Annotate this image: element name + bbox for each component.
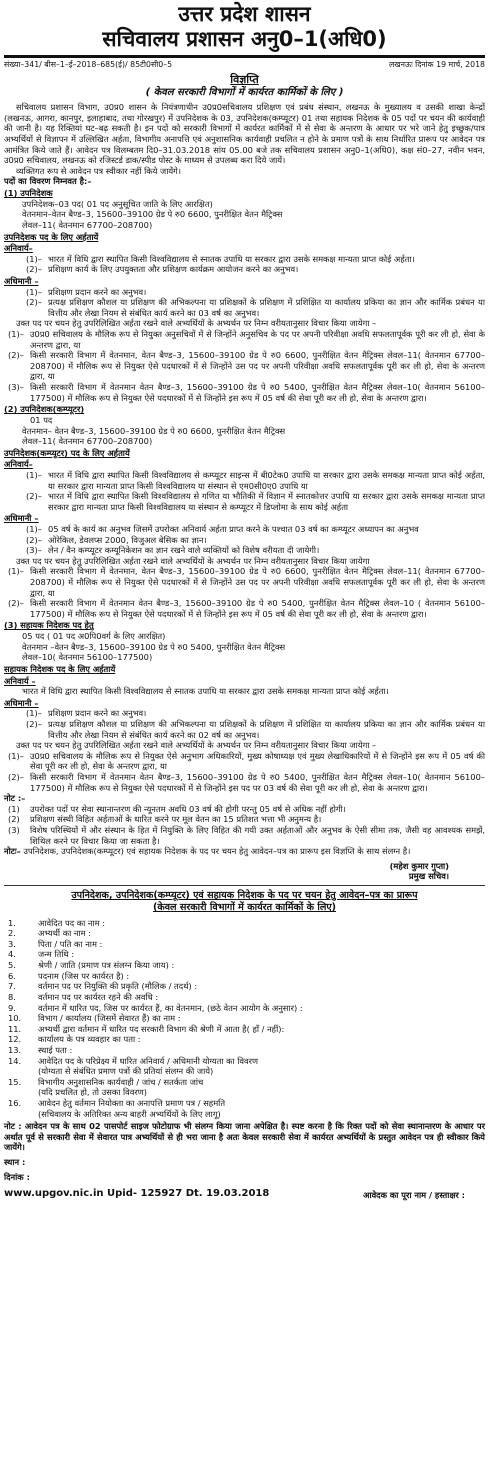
- govt-name: उत्तर प्रदेश शासन: [178, 2, 311, 26]
- letterhead: [4, 0, 485, 52]
- post3-heading: (3) सहायक निदेशक पद हेतु: [4, 620, 94, 631]
- notice-title: विज्ञप्ति: [230, 73, 259, 87]
- form-field: 10. विभाग / कार्यालय (जिसमें सेवारत हैं) का नाम :: [8, 1013, 181, 1024]
- form-field: 12. कार्यालय के पत्र व्यवहार का पता :: [8, 1034, 141, 1045]
- post-deputy-director-computer: [4, 404, 485, 619]
- form-field: 16. आवेदन हेतु वर्तमान नियोक्ता का अनापत्ति प्रमाण पत्र / सहमति: [8, 1097, 226, 1108]
- post2-selection: उक्त पद पर चयन हेतु उपरिलिखित अर्हता रखने वाले अभ्यर्थियों के अभ्यर्थन पर निम्न वरीयतानुसार विचार किया जायेगा: [16, 555, 370, 566]
- post1-sel-3: (3)– किसी सरकारी विभाग में वेतनमान वेतन बैण्ड–3, 15600–39100 ग्रेड पे रु0 5400, पुनरीक्षित वेतन मैट्रिक्स लेवल–10( वेतनमान 56100–177500) में मौलिक रूप से नियुक्त ऐसे पदधारकों में से जिन्होंने इस रूप में 05 वर्ष की सेवा पूरी कर ली हो, सेवा के अन्तरण द्वारा।: [8, 382, 485, 403]
- post1-req-heading: अनिवार्य–: [4, 243, 33, 254]
- post2-count: 01 पद: [30, 414, 53, 425]
- form-field-note: (योग्यता से संबंधित प्रमाण पत्रों की प्रतियां संलग्न की जाये): [38, 1066, 214, 1077]
- form-subtitle: (केवल सरकारी विभागों में कार्यरत कार्मिकों के लिए): [152, 902, 337, 914]
- post1-qual-heading: उपनिदेशक पद के लिए अर्हतायें: [4, 231, 99, 242]
- form-date: दिनांक :: [4, 1171, 30, 1182]
- note-final: नोटः– उपनिदेशक, उपनिदेशक(कम्प्यूटर) एवं सहायक निदेशक के पद पर चयन हेतु आवेदन–पत्र का प्रारूप इस विज्ञप्ति के साथ संलग्न है।: [4, 846, 411, 857]
- signature-block: [4, 861, 485, 882]
- post2-sel-1: (1)– किसी सरकारी विभाग में वेतनमान, वेतन बैण्ड–3, 15600–39100 ग्रेड पे रु0 6600, पुनरीक्षित वेतन मैट्रिक्स लेवल–11( वेतनमान 67700–208700) में मौलिक रूप से नियुक्त ऐसे पदधारकों में से जिन्होंने उस पद पर अपनी परिवीक्षा अवधि सफलतापूर्वक पूरी कर ली हो, सेवा के अन्तरण द्वारा, या: [8, 566, 485, 598]
- post1-sel-2: (2)– किसी सरकारी विभाग में वेतनमान, वेतन बैण्ड–3, 15600–39100 ग्रेड पे रु0 6600, पुनरीक्षित वेतन मैट्रिक्स लेवल–11( वेतनमान 67700–208700) में मौलिक रूप से नियुक्त ऐसे पदधारकों में से जिन्होंने उस पद पर अपनी परिवीक्षा अवधि सफलतापूर्वक पूरी कर ली हो, सेवा के अन्तरण द्वारा, या: [8, 350, 485, 382]
- post2-level: लेवल–11( वेतनमान 67700–208700): [22, 436, 153, 447]
- post-assistant-director: [4, 620, 485, 793]
- post3-pref-heading: अधिमानी –: [4, 697, 39, 708]
- department-name: सचिवालय प्रशासन अनु0–1(अधि0): [102, 27, 387, 52]
- post3-req-text: भारत में विधि द्वारा स्थापित किसी विश्वविद्यालय से स्नातक उपाधि या सरकार द्वारा उसके समकक्ष मान्यता प्राप्त कोई अर्हता।: [22, 686, 389, 697]
- notice-subtitle: ( केवल सरकारी विभागों में कार्यरत कार्मिकों के लिए ): [145, 87, 344, 99]
- reference-row: [4, 60, 485, 70]
- form-field: 15. विभागीय अनुशासनिक कार्यवाही / जांच / सतर्कता जांच: [8, 1076, 204, 1087]
- form-footnote: नोट : आवेदन पत्र के साथ 02 पासपोर्ट साइज फोटोग्राफ भी संलग्न किया जाना अपेक्षित है। स्पष्ट करना है कि रिक्त पदों को सेवा स्थानान्तरण के आधार पर अर्थात पूर्व से सरकारी सेवा में सेवारत पात्र अभ्यर्थियों से ही भरा जाना है अतः केवल सरकारी सेवा में कार्यरत अभ्यर्थियों के प्रस्तुत आवेदन पत्र ही स्वीकार किये जायेंगे।: [4, 1121, 485, 1153]
- signatory-name: (महेश कुमार गुप्ता): [389, 860, 449, 871]
- note-3: (3) विशेष परिस्थियों में और संस्थान के हित में नियुक्ति के लिए विहित की गयी उक्त अर्हताओं और अनुभव के ऐसी सीमा तक, जैसी वह आवश्यक समझें, शिथिल करने पर विचार किया जा सकता है।: [8, 825, 485, 846]
- post1-sel-1: (1)– उ0प्र0 सचिवालय के मौलिक रूप से नियुक्त अनुसचिवों में से जिन्होंने अनुसचिव के पद पर अपनी परिवीक्षा अवधि सफलतापूर्वक पूरी कर ली हो, सेवा के अन्तरण द्वारा, या: [8, 329, 485, 350]
- form-field: 8. वर्तमान पद पर कार्यरत रहने की अवधि :: [8, 991, 159, 1002]
- form-field: 11. अभ्यर्थी द्वारा वर्तमान में धारित पद सरकारी विभाग की श्रेणी में आता है( हाँ / नहीं):: [8, 1023, 285, 1034]
- post2-qual-heading: उपनिदेशक(कम्प्यूटर) पद के लिए अर्हतायें: [4, 447, 130, 458]
- notes-section: [4, 793, 485, 857]
- posts-heading: पदों का विवरण निम्नवत है:–: [4, 176, 92, 187]
- post3-pref-2: (2)– प्रत्यक्ष प्रशिक्षण कौशल या प्रशिक्षण की अभिकल्पना या प्रशिक्षकों के प्रशिक्षण में प्रशिक्षित या कार्यालय प्रकिया का ज्ञान और कार्मिक प्रबंधन या वित्तीय और लेखा नियम से संबंधित कार्य करने का 02 वर्ष का अनुभव।: [26, 718, 485, 740]
- applicant-signature-label: आवेदक का पूरा नाम / हस्ताक्षर :: [363, 1190, 465, 1201]
- post2-pref-3: (3)– लेन / वैन कम्प्यूटर कम्यूनिकेशन का ज्ञान रखने वाले व्यक्तियों को विशेष वरीयता दी जायेगी।: [26, 545, 320, 556]
- note-2: (2) प्रशिक्षण संस्थी विहित अर्हताओं के धारित करने पर मूल वेतन का 15 प्रतिशत भत्ता भी अनुमन्य है।: [8, 814, 322, 825]
- post3-qual-heading: सहायक निदेशक पद के लिए अर्हतायें: [4, 663, 116, 674]
- form-divider: [4, 885, 485, 886]
- post1-level: लेवल–11( वेतनमान 67700–208700): [22, 219, 153, 230]
- post1-pref-2: (2)– प्रत्यक्ष प्रशिक्षण कौशल या प्रशिक्षण की अभिकल्पना या प्रशिक्षकों के प्रशिक्षण में प्रशिक्षित या कार्यालय प्रकिया का ज्ञान और कार्मिक प्रबंधन या वित्तीय और लेखा नियम से संबंधित कार्य करने का 03 वर्ष का अनुभव।: [26, 297, 485, 318]
- post2-pay: वेतनमान– वेतन बैण्ड–3, 15600–39100 ग्रेड पे रु0 6600, पुनरीक्षित वेतन मैट्रिक्स: [22, 425, 286, 436]
- note-1: (1) उपरोक्त पदों पर सेवा स्थानान्तरण की न्यूनतम अवधि 03 वर्ष की होगी परन्तु 05 वर्ष से अधिक नहीं होगी।: [8, 803, 346, 814]
- notice-intro-2: व्यक्तिगत रूप से आवेदन पत्र स्वीकार नहीं किये जायेंगे।: [16, 165, 181, 176]
- post1-req-1: (1)– भारत में विधि द्वारा स्थापित किसी विश्वविद्यालय से स्नातक उपाधि या सरकार द्वारा उसके समकक्ष मान्यता प्राप्त कोई अर्हता।: [26, 253, 415, 264]
- form-field-note: (सचिवालय के अतिरिक्त अन्य बाहरी अभ्यर्थियों के लिए लागू): [38, 1108, 221, 1119]
- post3-count: 05 पद ( 01 पद अ0पि0वर्ग के लिए आरक्षित): [22, 631, 166, 642]
- form-field: 9. वर्तमान में धारित पद, जिस पर कार्यरत हैं, का वेतनमान, (छठे वेतन आयोग के अनुसार) :: [8, 1002, 303, 1013]
- form-field: 1. आवेदित पद का नाम :: [8, 917, 106, 928]
- post2-pref-heading: अधिमानी –: [4, 513, 39, 524]
- post3-req-heading: अनिवार्य –: [4, 675, 36, 686]
- form-field: 3. पिता / पति का नाम :: [8, 938, 103, 949]
- notice-page: [4, 0, 485, 1201]
- reference-number: संख्या–341/ बीस–1–ई–2018–685(ई)/ 85टी0सी0–5: [4, 60, 173, 70]
- post2-req-heading: अनिवार्य–: [4, 459, 33, 470]
- source-url: www.upgov.nic.in Upid- 125927 Dt. 19.03.2018: [4, 1188, 270, 1200]
- post-deputy-director: [4, 188, 485, 403]
- signatory-designation: प्रमुख सचिव।: [408, 871, 449, 882]
- post1-count: उपनिदेशक–03 पद( 01 पद अनुसूचित जाति के लिए आरक्षित): [22, 198, 213, 209]
- header-rule: [4, 55, 485, 58]
- post1-pref-heading: अधिमानी –: [4, 275, 39, 286]
- post3-selection: उक्त पद पर चयन हेतु उपरिलिखित अर्हता रखने वाले अभ्यर्थियों के अभ्यर्थन पर निम्न वरीयतानुसार विचार किया जायेगा –: [16, 740, 377, 751]
- form-place: स्थान :: [4, 1157, 26, 1168]
- page-footer: [4, 1188, 485, 1201]
- post1-selection: उक्त पद पर चयन हेतु उपरिलिखित अर्हता रखने वाले अभ्यर्थियों के अभ्यर्थन पर निम्न वरीयतानुसार विचार किया जायेगा –: [16, 318, 377, 329]
- post3-pay: वेतनमान –वेतन बैण्ड–3, 15600–39100 ग्रेड पे रु0 5400, पुनरीक्षित वेतन मैट्रिक्स: [22, 641, 286, 652]
- form-field: 2. अभ्यर्थी का नाम :: [8, 928, 91, 939]
- form-field: 4. जन्म तिथि :: [8, 949, 75, 960]
- notice-intro: सचिवालय प्रशासन विभाग, उ0प्र0 शासन के नियंत्रणाधीन उ0प्र0सचिवालय प्रशिक्षण एवं प्रबंध संस्थान, लखनऊ के मुख्यालय व उसकी शाखा केन्द्रों (लखनऊ, आगरा, कानपुर, इलाहाबाद, तथा गोरखपुर) में उपनिदेशक के 03, उपनिदेशक(कम्प्यूटर) 01 तथा सहायक निदेशक के 05 पदों पर चयन की कार्यवाही की जानी है। यह रिक्तियां घट–बढ़ सकती है। इन पदों को सरकारी विभागों में कार्यरत कार्मिकों में से सेवा के अन्तरण के आधार पर भरे जाने हेतु इच्छुक/पात्र अभ्यर्थियों से विज्ञापन में उल्लिखित अर्हता, विभागीय अनापत्ति एवं अनुशासनिक कार्यवाही प्रचलित न होने के प्रमाण पत्रों के साथ निर्धारित प्रारूप पर आवेदन पत्र आमंत्रित किये जाते हैं। आवेदन पत्र विलम्बतम दि0–31.03.2018 सांय 05.00 बजे तक सचिवालय प्रशासन अनु0–1(अधि0), कक्ष सं0–27, नवीन भवन, उ0प्र0 सचिवालय, लखनऊ को रजिस्टर्ड डाक/स्पीड पोस्ट के माध्यम से उपलब्ध करा दिये जायें।: [4, 102, 485, 166]
- post2-heading: (2) उपनिदेशक(कम्प्यूटर): [4, 404, 85, 415]
- form-title: उपनिदेशक, उपनिदेशक(कम्प्यूटर) एवं सहायक निदेशक के पद पर चयन हेतु आवेदन–पत्र का प्रारूप: [71, 890, 418, 902]
- post2-req-1: (1)– भारत में विधि द्वारा स्थापित किसी विश्वविद्यालय से कम्प्यूटर साइन्स में बी0टेक0 उपाधि या सरकार द्वारा उसके समकक्ष मान्यता प्राप्त कोई अर्हता, या सरकार द्वारा मान्यता प्राप्त किसी विश्वविद्यालय या संस्थान से एम0सी0ए0 उपाधि या: [26, 469, 485, 491]
- post1-req-2: (2)– प्रशिक्षण कार्य के लिए उपयुक्तता और प्रशिक्षण कार्यक्रम आयोजन करने का अनुभव।: [26, 264, 299, 275]
- post3-level: लेवल–10( वेतनमान 56100–177500): [22, 652, 153, 663]
- post1-heading: (1) उपनिदेशक: [4, 188, 53, 199]
- post2-sel-2: (2)– किसी सरकारी विभाग में वेतनमान वेतन बैण्ड–3, 15600–39100 ग्रेड पे रु0 5400, पुनरीक्षित वेतन मैट्रिक्स लेवल–10 ( वेतनमान 56100–177500) में मौलिक रूप से नियुक्त ऐसे पदधारकों में से जिन्होंने इस रूप में 05 वर्ष की सेवा पूरी कर ली हो, सेवा के अन्तरण द्वारा।: [8, 598, 485, 619]
- form-field-note: (यदि प्रचलित हो, तो उसका विवरण): [38, 1087, 148, 1098]
- form-field: 5. श्रेणी / जाति (प्रमाण पत्र संलग्न किया जाय) :: [8, 960, 175, 971]
- post1-pay: वेतनमान–वेतन बैण्ड–3, 15600–39100 ग्रेड पे रु0 6600, पुनरीक्षित वेतन मैट्रिक्स: [22, 209, 283, 220]
- post1-pref-1: (1)– प्रशिक्षण प्रदान करने का अनुभव।: [26, 286, 147, 297]
- form-field: 14. आवेदित पद के परिप्रेक्ष्य में धारित अनिवार्य / अधिमानी योग्यता का विवरण: [8, 1055, 259, 1066]
- post2-pref-2: (2)– ओरेकिल, डेवलप्स 2000, विजुअल बेसिक का ज्ञान।: [26, 534, 207, 545]
- form-field: 6. पदनाम (जिस पर कार्यरत है) :: [8, 970, 130, 981]
- post3-sel-1: (1)– उ0प्र0 सचिवालय के मौलिक रूप से नियुक्त ऐसे अनुभाग अधिकारियों, मुख्य कोषाध्यक्ष एवं मुख्य लेखाधिकारियों में से जिन्होंने इस रूप में 05 वर्ष की सेवा पूरी कर ली हो, सेवा के अन्तरण द्वारा, या: [8, 750, 485, 772]
- issue-date: लखनऊः दिनांक 19 मार्च, 2018: [389, 60, 485, 70]
- form-field: 13. स्थाई पता :: [8, 1044, 73, 1055]
- form-field: 7. वर्तमान पद पर नियुक्ति की प्रकृति (मौलिक / तदर्थ) :: [8, 981, 198, 992]
- post2-req-2: (2)– भारत में विधि द्वारा स्थापित किसी विश्वविद्यालय से गणित या भौतिकी में विज्ञान में स्नातकोत्तर उपाधि या सरकार द्वारा उसके समकक्ष मान्यता प्राप्त सरकार द्वारा मान्यता प्राप्त किसी विश्वविद्यालय या संस्थान से कम्प्यूटर में डिप्लोमा के साथ कोई अर्हता: [26, 491, 485, 512]
- application-form: [4, 890, 485, 1182]
- post2-pref-1: (1)– 05 वर्ष के कार्य का अनुभव जिसमें उपरोक्त अनिवार्य अर्हता प्राप्त करने के पश्चात 03 वर्ष का कम्प्यूटर अध्यापन का अनुभव: [26, 523, 419, 534]
- notes-heading: नोट :–: [4, 793, 26, 804]
- post3-pref-1: (1)– प्रशिक्षण प्रदान करने का अनुभव।: [26, 708, 147, 719]
- post3-sel-2: (2)– किसी सरकारी विभाग में वेतनमान वेतन बैण्ड–3, 15600–39100 ग्रेड पे रु0 5400, पुनरीक्षित वेतन मैट्रिक्स लेवल–10( वेतनमान 56100–177500) में मौलिक रूप से नियुक्त ऐसे पदधारकों में से जिन्होंने इस पद पर 03 वर्ष की सेवा पूरी कर ली हो, सेवा के अन्तरण द्वारा।: [8, 772, 485, 793]
